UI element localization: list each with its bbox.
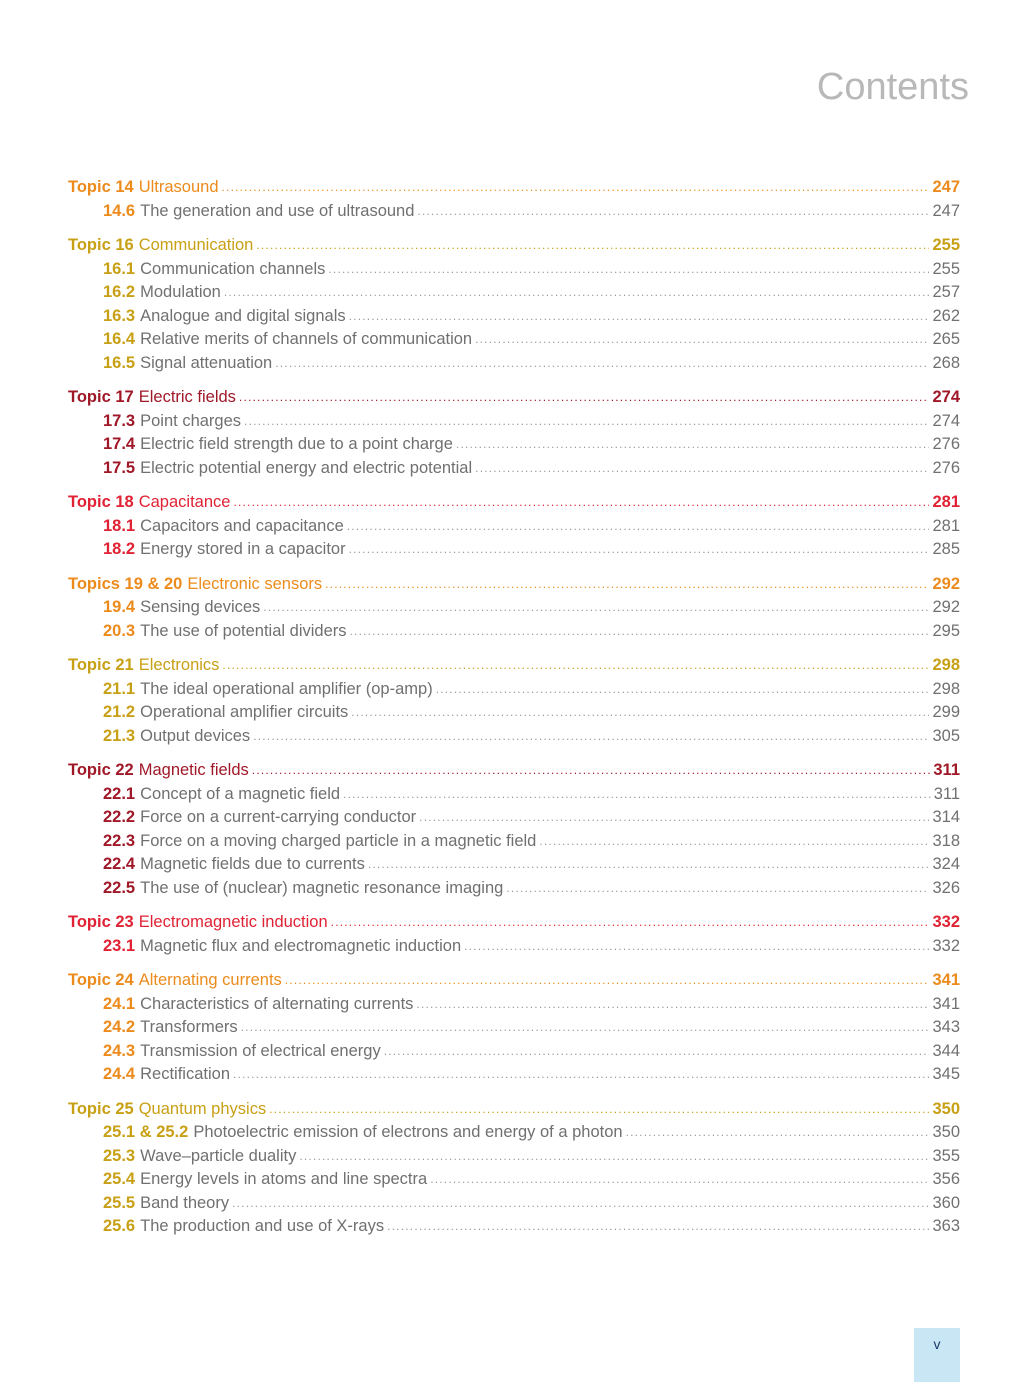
dot-leader <box>349 304 930 329</box>
topic-entry[interactable] <box>68 573 960 597</box>
dot-leader <box>233 490 929 515</box>
dot-leader <box>325 572 929 597</box>
dot-leader <box>256 233 929 258</box>
dot-leader <box>331 910 930 935</box>
section-entry[interactable] <box>68 783 960 807</box>
section-title: Sensing devices <box>140 598 261 616</box>
topic-page-number: 341 <box>932 971 960 989</box>
dot-leader <box>475 327 929 352</box>
topic-number: Topic 23 <box>68 913 134 931</box>
section-page-number: 305 <box>932 726 960 745</box>
section-page-number: 257 <box>932 283 960 301</box>
section-number: 22.5 <box>103 878 136 897</box>
section-title: Relative merits of channels of communication <box>140 330 473 348</box>
dot-leader <box>244 409 929 434</box>
section-page-number: 345 <box>932 1065 960 1083</box>
dot-leader <box>241 1015 930 1040</box>
section-page-number: 341 <box>932 994 960 1013</box>
section-entry[interactable] <box>68 596 960 620</box>
dot-leader <box>252 758 931 783</box>
section-page-number: 255 <box>932 259 960 278</box>
section-number: 22.1 <box>103 784 136 803</box>
dot-leader <box>269 1097 929 1122</box>
dot-leader <box>430 1167 929 1192</box>
dot-leader <box>539 829 929 854</box>
section-page-number: 299 <box>932 703 960 721</box>
section-number: 16.5 <box>103 353 136 372</box>
dot-leader <box>350 619 930 644</box>
section-entry[interactable] <box>68 853 960 877</box>
topic-block <box>68 911 960 958</box>
section-entry[interactable] <box>68 678 960 702</box>
section-number: 19.4 <box>103 598 136 616</box>
section-entry[interactable] <box>68 1145 960 1169</box>
topic-block <box>68 573 960 644</box>
topic-entry[interactable] <box>68 1098 960 1122</box>
topic-title: Communication <box>138 236 254 254</box>
topic-block <box>68 176 960 223</box>
section-entry[interactable] <box>68 538 960 562</box>
section-entry[interactable] <box>68 725 960 749</box>
section-page-number: 350 <box>932 1123 960 1141</box>
section-entry[interactable] <box>68 1040 960 1064</box>
section-entry[interactable] <box>68 993 960 1017</box>
topic-entry[interactable] <box>68 654 960 678</box>
section-title: Analogue and digital signals <box>140 306 346 325</box>
section-page-number: 311 <box>933 784 960 803</box>
topic-number: Topic 21 <box>68 656 134 674</box>
section-entry[interactable] <box>68 433 960 457</box>
section-entry[interactable] <box>68 1063 960 1087</box>
topic-page-number: 298 <box>932 656 960 674</box>
topic-number: Topic 22 <box>68 761 134 779</box>
topic-title: Quantum physics <box>138 1099 267 1118</box>
section-page-number: 298 <box>932 679 960 698</box>
section-title: Characteristics of alternating currents <box>140 994 414 1013</box>
section-page-number: 318 <box>932 831 960 850</box>
topic-title: Electronics <box>138 656 220 674</box>
section-title: Output devices <box>140 726 251 745</box>
section-number: 21.2 <box>103 703 136 721</box>
section-number: 16.1 <box>103 259 136 278</box>
section-title: Electric potential energy and electric potential <box>140 458 473 477</box>
dot-leader <box>419 805 929 830</box>
topic-block <box>68 491 960 562</box>
dot-leader <box>626 1120 930 1145</box>
page-number: v <box>933 1336 941 1352</box>
section-title: Electric field strength due to a point charge <box>140 435 453 453</box>
section-entry[interactable] <box>68 457 960 481</box>
section-number: 25.5 <box>103 1193 136 1212</box>
topic-block <box>68 654 960 748</box>
topic-entry[interactable] <box>68 911 960 935</box>
topic-block <box>68 759 960 900</box>
topic-title: Capacitance <box>138 493 231 511</box>
section-title: The use of potential dividers <box>140 621 347 640</box>
dot-leader <box>222 653 929 678</box>
dot-leader <box>349 537 930 562</box>
dot-leader <box>387 1214 929 1239</box>
dot-leader <box>456 432 930 457</box>
topic-page-number: 255 <box>932 236 960 254</box>
dot-leader <box>436 677 930 702</box>
section-number: 22.4 <box>103 855 136 873</box>
section-title: Communication channels <box>140 259 326 278</box>
dot-leader <box>239 385 930 410</box>
section-number: 17.3 <box>103 411 136 430</box>
section-number: 18.2 <box>103 540 136 558</box>
section-number: 18.1 <box>103 516 136 535</box>
topic-title: Alternating currents <box>138 971 282 989</box>
section-page-number: 344 <box>932 1041 960 1060</box>
section-title: Band theory <box>140 1193 230 1212</box>
section-page-number: 326 <box>932 878 960 897</box>
dot-leader <box>351 700 929 725</box>
dot-leader <box>464 934 929 959</box>
topic-title: Electronic sensors <box>187 574 323 593</box>
section-title: Signal attenuation <box>140 353 273 372</box>
section-entry[interactable] <box>68 1168 960 1192</box>
section-title: Energy levels in atoms and line spectra <box>140 1170 428 1188</box>
section-page-number: 324 <box>932 855 960 873</box>
section-entry[interactable] <box>68 935 960 959</box>
section-number: 17.5 <box>103 458 136 477</box>
section-page-number: 295 <box>932 621 960 640</box>
section-page-number: 332 <box>932 936 960 955</box>
section-entry[interactable] <box>68 200 960 224</box>
section-page-number: 360 <box>932 1193 960 1212</box>
topic-number: Topic 14 <box>68 178 134 196</box>
topic-entry[interactable] <box>68 759 960 783</box>
dot-leader <box>222 175 930 200</box>
topic-title: Magnetic fields <box>138 761 249 779</box>
topic-page-number: 274 <box>932 388 960 406</box>
section-entry[interactable] <box>68 1215 960 1239</box>
dot-leader <box>328 257 929 282</box>
section-title: Photoelectric emission of electrons and energy of a photon <box>193 1123 623 1141</box>
section-entry[interactable] <box>68 620 960 644</box>
section-entry[interactable] <box>68 281 960 305</box>
section-entry[interactable] <box>68 701 960 725</box>
section-title: The generation and use of ultrasound <box>140 201 415 220</box>
section-number: 16.3 <box>103 306 136 325</box>
section-number: 21.3 <box>103 726 136 745</box>
topic-block <box>68 1098 960 1239</box>
section-entry[interactable] <box>68 258 960 282</box>
section-number: 21.1 <box>103 679 136 698</box>
topic-title: Ultrasound <box>138 178 219 196</box>
section-title: Operational amplifier circuits <box>140 703 349 721</box>
section-title: Concept of a magnetic field <box>140 784 341 803</box>
section-title: Energy stored in a capacitor <box>140 540 346 558</box>
section-entry[interactable] <box>68 410 960 434</box>
section-page-number: 355 <box>932 1146 960 1165</box>
section-number: 22.3 <box>103 831 136 850</box>
topic-page-number: 311 <box>933 761 960 779</box>
page-number-tab <box>914 1328 960 1382</box>
section-number: 22.2 <box>103 808 136 826</box>
section-title: Capacitors and capacitance <box>140 516 344 535</box>
section-number: 25.1 & 25.2 <box>103 1123 189 1141</box>
section-number: 25.6 <box>103 1217 136 1235</box>
section-title: Transmission of electrical energy <box>140 1041 381 1060</box>
section-title: Magnetic flux and electromagnetic induction <box>140 936 462 955</box>
section-number: 23.1 <box>103 936 136 955</box>
section-title: Modulation <box>140 283 221 301</box>
section-title: Rectification <box>140 1065 230 1083</box>
section-number: 24.2 <box>103 1018 136 1036</box>
section-page-number: 247 <box>932 201 960 220</box>
topic-number: Topic 17 <box>68 388 134 406</box>
section-entry[interactable] <box>68 1016 960 1040</box>
section-number: 24.1 <box>103 994 136 1013</box>
dot-leader <box>475 456 929 481</box>
dot-leader <box>253 724 929 749</box>
section-number: 16.2 <box>103 283 136 301</box>
topic-entry[interactable] <box>68 386 960 410</box>
section-page-number: 262 <box>932 306 960 325</box>
topic-entry[interactable] <box>68 491 960 515</box>
section-page-number: 356 <box>932 1170 960 1188</box>
section-entry[interactable] <box>68 1121 960 1145</box>
dot-leader <box>416 992 929 1017</box>
section-entry[interactable] <box>68 515 960 539</box>
topic-number: Topic 16 <box>68 236 134 254</box>
section-title: Wave–particle duality <box>140 1146 297 1165</box>
topic-number: Topic 18 <box>68 493 134 511</box>
dot-leader <box>347 514 930 539</box>
topic-page-number: 292 <box>932 574 960 593</box>
topic-entry[interactable] <box>68 176 960 200</box>
topic-block <box>68 386 960 480</box>
topic-title: Electric fields <box>138 388 236 406</box>
dot-leader <box>343 782 931 807</box>
dot-leader <box>368 852 930 877</box>
section-title: The use of (nuclear) magnetic resonance imaging <box>140 878 504 897</box>
section-page-number: 276 <box>932 458 960 477</box>
dot-leader <box>384 1039 930 1064</box>
topic-number: Topic 24 <box>68 971 134 989</box>
topic-number: Topic 25 <box>68 1099 134 1118</box>
topic-entry[interactable] <box>68 234 960 258</box>
section-entry[interactable] <box>68 877 960 901</box>
topic-number: Topics 19 & 20 <box>68 574 183 593</box>
section-entry[interactable] <box>68 305 960 329</box>
section-title: Magnetic fields due to currents <box>140 855 365 873</box>
topic-page-number: 332 <box>932 913 960 931</box>
section-entry[interactable] <box>68 352 960 376</box>
section-number: 20.3 <box>103 621 136 640</box>
section-number: 24.3 <box>103 1041 136 1060</box>
section-title: Transformers <box>140 1018 238 1036</box>
section-page-number: 314 <box>932 808 960 826</box>
topic-block <box>68 234 960 375</box>
section-number: 17.4 <box>103 435 136 453</box>
topic-page-number: 281 <box>932 493 960 511</box>
section-page-number: 268 <box>932 353 960 372</box>
section-page-number: 274 <box>932 411 960 430</box>
section-title: Force on a moving charged particle in a magnetic field <box>140 831 537 850</box>
section-number: 16.4 <box>103 330 136 348</box>
section-page-number: 285 <box>932 540 960 558</box>
section-number: 14.6 <box>103 201 136 220</box>
section-page-number: 343 <box>932 1018 960 1036</box>
section-entry[interactable] <box>68 830 960 854</box>
page-title: Contents <box>816 66 969 108</box>
topic-entry[interactable] <box>68 969 960 993</box>
section-page-number: 363 <box>932 1217 960 1235</box>
dot-leader <box>224 280 930 305</box>
section-title: The production and use of X-rays <box>140 1217 385 1235</box>
dot-leader <box>275 351 929 376</box>
dot-leader <box>232 1191 929 1216</box>
dot-leader <box>263 595 929 620</box>
section-number: 25.3 <box>103 1146 136 1165</box>
topic-page-number: 247 <box>932 178 960 196</box>
section-entry[interactable] <box>68 328 960 352</box>
table-of-contents <box>68 176 960 1250</box>
dot-leader <box>417 199 929 224</box>
dot-leader <box>506 876 929 901</box>
section-page-number: 276 <box>932 435 960 453</box>
section-entry[interactable] <box>68 806 960 830</box>
dot-leader <box>285 968 930 993</box>
section-number: 24.4 <box>103 1065 136 1083</box>
section-number: 25.4 <box>103 1170 136 1188</box>
topic-block <box>68 969 960 1087</box>
dot-leader <box>299 1144 929 1169</box>
dot-leader <box>233 1062 929 1087</box>
section-page-number: 265 <box>932 330 960 348</box>
section-title: The ideal operational amplifier (op-amp) <box>140 679 433 698</box>
section-title: Force on a current-carrying conductor <box>140 808 417 826</box>
topic-title: Electromagnetic induction <box>138 913 328 931</box>
section-page-number: 281 <box>932 516 960 535</box>
topic-page-number: 350 <box>932 1099 960 1118</box>
section-entry[interactable] <box>68 1192 960 1216</box>
section-title: Point charges <box>140 411 242 430</box>
section-page-number: 292 <box>932 598 960 616</box>
